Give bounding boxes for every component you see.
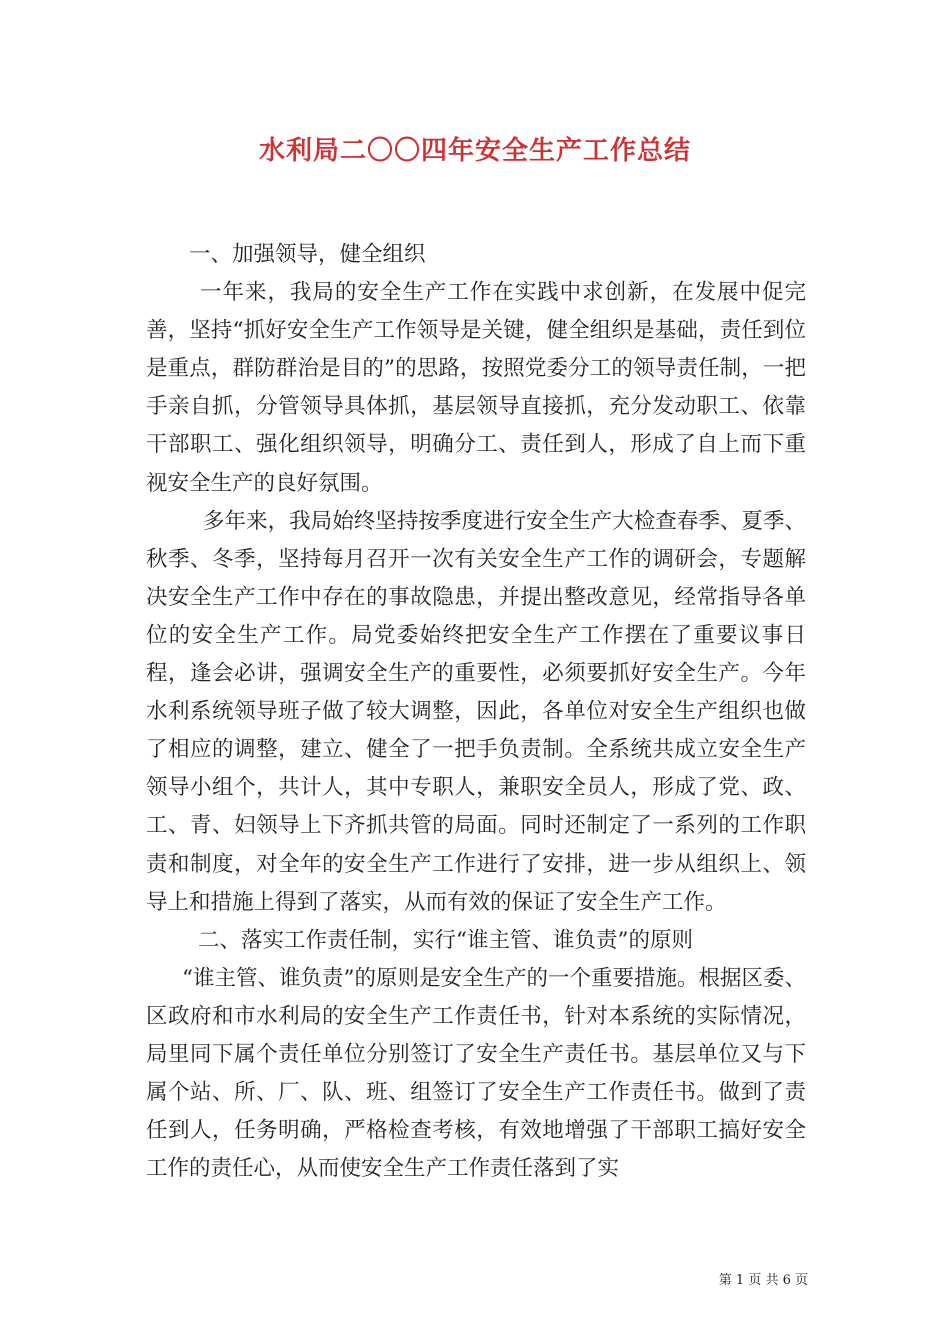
paragraph-2: 多年来，我局始终坚持按季度进行安全生产大检查春季、夏季、秋季、冬季，坚持每月召开一次有关安全生产工作的调研会，专题解决安全生产工作中存在的事故隐患，并提出整改意见，经常指导各单位的安全生产工作。局党委始终把安全生产工作摆在了重要议事日程，逢会必讲，强调安全生产的重要性，必须要抓好安全生产。今年水利系统领导班子做了较大调整，因此，各单位对安全生产组织也做了相应的调整，建立、健全了一把手负责制。全系统共成立安全生产领导小组个，共计人，其中专职人，兼职安全员人，形成了党、政、工、青、妇领导上下齐抓共管的局面。同时还制定了一系列的工作职责和制度，对全年的安全生产工作进行了安排，进一步从组织上、领导上和措施上得到了落实，从而有效的保证了安全生产工作。 bbox=[146, 508, 806, 915]
document-body bbox=[146, 236, 806, 1188]
section-heading-1: 一、加强领导，健全组织 bbox=[189, 242, 426, 267]
paragraph-3: “谁主管、谁负责”的原则是安全生产的一个重要措施。根据区委、区政府和市水利局的安全生产工作责任书，针对本系统的实际情况，局里同下属个责任单位分别签订了安全生产责任书。基层单位又与下属个站、所、厂、队、班、组签订了安全生产工作责任书。做到了责任到人，任务明确，严格检查考核，有效地增强了干部职工搞好安全工作的责任心，从而使安全生产工作责任落到了实 bbox=[146, 965, 806, 1182]
paragraph-1: 一年来，我局的安全生产工作在实践中求创新，在发展中促完善，坚持“抓好安全生产工作领导是关键，健全组织是基础，责任到位是重点，群防群治是目的”的思路，按照党委分工的领导责任制，一把手亲自抓，分管领导具体抓，基层领导直接抓，充分发动职工、依靠干部职工、强化组织领导，明确分工、责任到人，形成了自上而下重视安全生产的良好氛围。 bbox=[146, 280, 806, 496]
section-heading-2: 二、落实工作责任制，实行“谁主管、谁负责”的原则 bbox=[198, 927, 693, 953]
page-title: 水利局二〇〇四年安全生产工作总结 bbox=[258, 136, 691, 166]
page-number: 第 1 页 共 6 页 bbox=[718, 1273, 808, 1288]
